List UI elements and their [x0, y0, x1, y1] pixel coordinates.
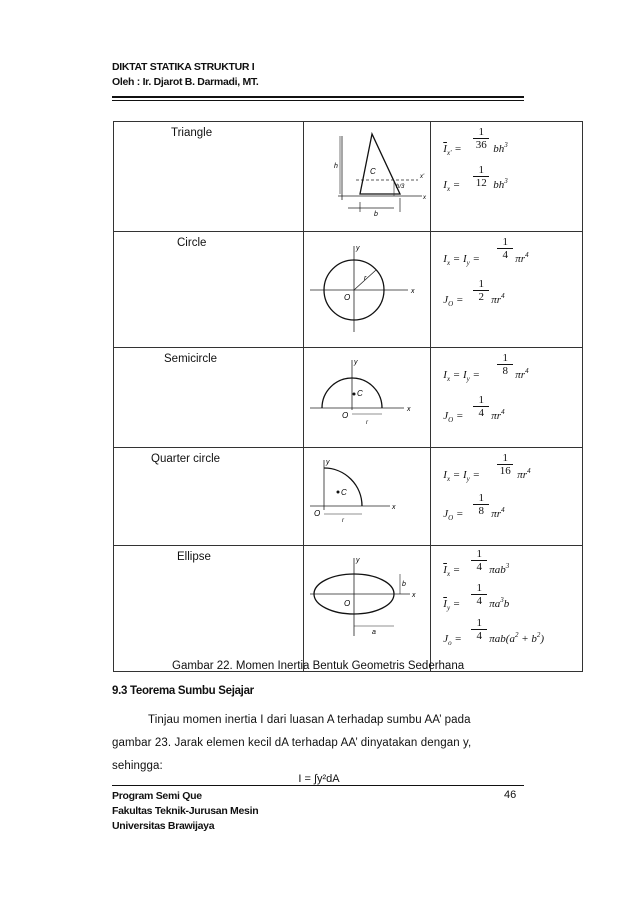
- table-row-quarter-circle: [114, 448, 583, 546]
- semicircle-y-label: y: [354, 359, 358, 366]
- formula-rhs: $bh^3$: [493, 141, 508, 155]
- paragraph-line: Tinjau momen inertia I dari luasan A terhadap sumbu AA’ pada: [148, 714, 471, 726]
- semicircle-origin-label: O: [342, 411, 349, 420]
- shape-name: Ellipse: [177, 551, 211, 563]
- triangle-formulas: [431, 122, 583, 232]
- formula-fraction: $\frac{1}{8}$: [497, 352, 513, 378]
- footer-program: Program Semi Que: [112, 790, 202, 802]
- integral-equation: I = ∫y²dA: [298, 773, 340, 785]
- triangle-base-label: b: [374, 211, 379, 218]
- formula-fraction: $\frac{1}{2}$: [473, 278, 489, 304]
- formula-fraction: $\frac{1}{4}$: [497, 236, 513, 262]
- body-paragraph: [112, 709, 524, 778]
- formula-rhs: $\pi r^4$: [491, 408, 505, 422]
- quarter-y-label: y: [326, 459, 330, 466]
- formula-fraction: $\frac{1}{4}$: [473, 394, 489, 420]
- formula-fraction: $\frac{1}{12}$: [473, 164, 489, 190]
- semicircle-centroid-label: C: [357, 389, 364, 398]
- formula-fraction: $\frac{1}{16}$: [497, 452, 513, 478]
- quarter-origin-label: O: [314, 509, 321, 518]
- formula-lhs: $J_o$ =: [443, 633, 462, 647]
- ellipse-figure: [304, 546, 430, 666]
- quarter-circle-figure: [304, 448, 430, 540]
- quarter-circle-formulas: [431, 448, 583, 546]
- formula-lhs: $I_x$ =: [443, 179, 461, 193]
- formula-rhs: $\pi r^4$: [491, 292, 505, 306]
- formula-lhs: $I_x = I_y$ =: [443, 469, 480, 483]
- triangle-x-label: x: [423, 195, 427, 201]
- formula-rhs: $\pi a^3b$: [489, 596, 510, 610]
- page-number: 46: [504, 789, 517, 801]
- ellipse-formulas: [431, 546, 583, 672]
- footer-university: Universitas Brawijaya: [112, 820, 215, 832]
- formula-lhs: $J_O$ =: [443, 410, 464, 424]
- semicircle-figure-cell: [304, 348, 431, 448]
- circle-figure-cell: [304, 232, 431, 348]
- ellipse-a-label: a: [372, 629, 377, 636]
- table-row-circle: [114, 232, 583, 348]
- footer-rule: [112, 785, 524, 786]
- semicircle-formulas: [431, 348, 583, 448]
- formula-rhs: $\pi r^4$: [517, 467, 531, 481]
- formula-rhs: $bh^3$: [493, 177, 508, 191]
- circle-figure: [304, 232, 430, 342]
- circle-x-label: x: [411, 288, 415, 295]
- ellipse-origin-label: O: [344, 599, 351, 608]
- triangle-centroid-label: C: [370, 167, 377, 176]
- quarter-centroid-label: C: [341, 488, 348, 497]
- table-row-ellipse: [114, 546, 583, 672]
- circle-y-label: y: [356, 245, 360, 252]
- triangle-h3-label: h/3: [396, 184, 405, 190]
- formula-rhs: $\pi ab(a^2 + b^2)$: [489, 631, 545, 645]
- formula-lhs: $I_x = I_y$ =: [443, 369, 480, 383]
- formula-lhs: $J_O$ =: [443, 294, 464, 308]
- formula-fraction: $\frac{1}{4}$: [471, 548, 487, 574]
- formula-lhs: $\overline{I}_{x'}$ =: [443, 143, 462, 157]
- header-rule: [112, 96, 524, 98]
- footer-faculty: Fakultas Teknik-Jurusan Mesin: [112, 805, 259, 817]
- circle-r-label: r: [364, 275, 367, 282]
- quarter-r-label: r: [342, 518, 345, 524]
- formula-rhs: $\pi r^4$: [491, 506, 505, 520]
- page-footer: [112, 789, 258, 834]
- section-title: 9.3 Teorema Sumbu Sejajar: [112, 685, 254, 697]
- formula-fraction: $\frac{1}{4}$: [471, 617, 487, 643]
- quarter-circle-figure-cell: [304, 448, 431, 546]
- ellipse-figure-cell: [304, 546, 431, 672]
- triangle-height-label: h: [334, 163, 339, 170]
- formula-fraction: $\frac{1}{36}$: [473, 126, 489, 152]
- formula-lhs: $\overline{I}_y$ =: [443, 598, 461, 612]
- triangle-figure: [304, 122, 430, 226]
- table-row-triangle: [114, 122, 583, 232]
- formula-rhs: πab$^3$: [489, 562, 510, 576]
- formula-lhs: $I_x = I_y$ =: [443, 253, 480, 267]
- table-row-semicircle: [114, 348, 583, 448]
- header-author: Oleh : Ir. Djarot B. Darmadi, MT.: [112, 76, 259, 88]
- triangle-figure-cell: [304, 122, 431, 232]
- circle-origin-label: O: [344, 293, 351, 302]
- triangle-xprime-label: x': [420, 174, 425, 180]
- formula-rhs: $\pi r^4$: [515, 367, 529, 381]
- semicircle-x-label: x: [407, 406, 411, 413]
- circle-formulas: [431, 232, 583, 348]
- figure-caption: Gambar 22. Momen Inertia Bentuk Geometris Sederhana: [172, 660, 465, 672]
- formula-fraction: $\frac{1}{4}$: [471, 582, 487, 608]
- shape-name: Semicircle: [164, 353, 218, 365]
- formula-lhs: $J_O$ =: [443, 508, 464, 522]
- semicircle-r-label: r: [366, 420, 369, 426]
- paragraph-line: gambar 23. Jarak elemen kecil dA terhadap AA’ dinyatakan dengan y,: [112, 737, 472, 749]
- header-title: DIKTAT STATIKA STRUKTUR I: [112, 61, 255, 73]
- ellipse-y-label: y: [356, 557, 360, 564]
- formula-lhs: $\overline{I}_x$ =: [443, 564, 461, 578]
- paragraph-line: sehingga:: [112, 760, 163, 772]
- ellipse-b-label: b: [402, 581, 407, 588]
- ellipse-x-label: x: [412, 592, 416, 599]
- header-rule-thin: [112, 100, 524, 101]
- page-header: [112, 60, 258, 90]
- formula-fraction: $\frac{1}{8}$: [473, 492, 489, 518]
- semicircle-figure: [304, 348, 430, 442]
- formula-rhs: $\pi r^4$: [515, 251, 529, 265]
- moment-of-inertia-table: [113, 121, 583, 672]
- shape-name: Circle: [177, 237, 207, 249]
- shape-name: Quarter circle: [151, 453, 221, 465]
- shape-name: Triangle: [171, 127, 213, 139]
- quarter-x-label: x: [392, 504, 396, 511]
